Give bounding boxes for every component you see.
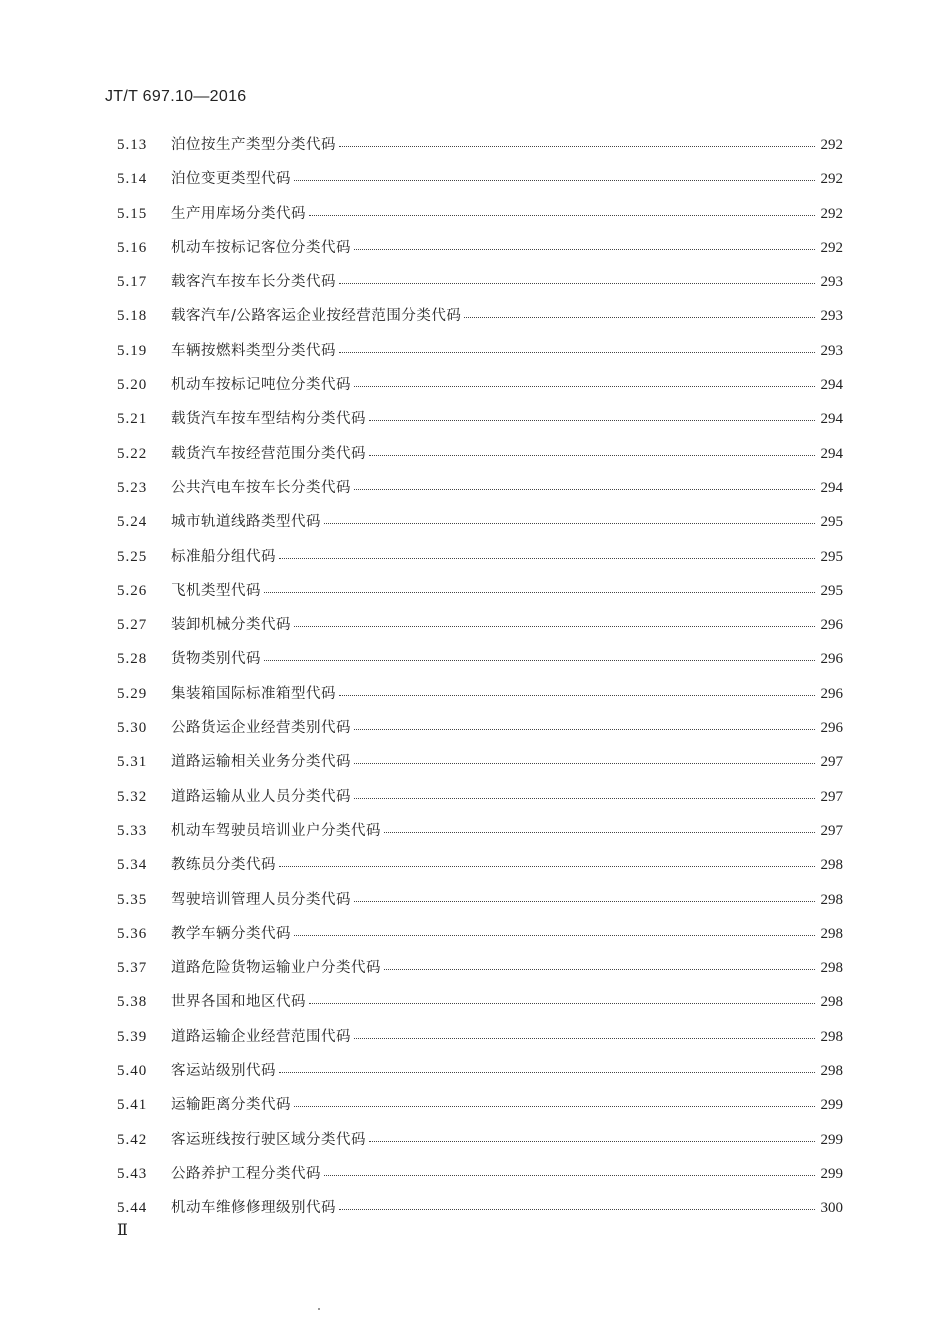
toc-entry-title: 载客汽车/公路客运企业按经营范围分类代码 <box>171 308 462 325</box>
toc-entry[interactable] <box>117 985 843 1019</box>
toc-entry[interactable] <box>117 334 843 368</box>
toc-entry-page: 299 <box>820 1097 843 1114</box>
toc-entry[interactable] <box>117 642 843 676</box>
toc-entry-title: 载货汽车按经营范围分类代码 <box>171 445 366 462</box>
toc-dot-leader <box>279 1071 815 1073</box>
toc-entry-title: 泊位变更类型代码 <box>171 171 291 188</box>
toc-dot-leader <box>339 282 815 284</box>
toc-entry-title: 机动车驾驶员培训业户分类代码 <box>171 822 381 839</box>
toc-entry-number: 5.29 <box>117 685 148 702</box>
toc-entry[interactable] <box>117 745 843 779</box>
toc-entry[interactable] <box>117 299 843 333</box>
toc-entry-page: 298 <box>820 891 843 908</box>
toc-dot-leader <box>354 248 815 250</box>
toc-entry-number: 5.36 <box>117 925 148 942</box>
toc-entry[interactable] <box>117 402 843 436</box>
toc-entry[interactable] <box>117 711 843 745</box>
toc-entry-page: 296 <box>820 720 843 737</box>
toc-entry-page: 292 <box>820 171 843 188</box>
scan-speck <box>318 1308 320 1310</box>
toc-dot-leader <box>309 1002 815 1004</box>
toc-entry[interactable] <box>117 1020 843 1054</box>
toc-entry-number: 5.34 <box>117 857 148 874</box>
toc-entry-number: 5.43 <box>117 1165 148 1182</box>
toc-entry-title: 驾驶培训管理人员分类代码 <box>171 891 351 908</box>
toc-entry[interactable] <box>117 1157 843 1191</box>
toc-entry-page: 299 <box>820 1165 843 1182</box>
toc-entry-page: 292 <box>820 137 843 153</box>
toc-entry-title: 货物类别代码 <box>171 651 261 668</box>
toc-dot-leader <box>354 797 815 799</box>
toc-entry-page: 297 <box>820 788 843 805</box>
toc-entry-number: 5.32 <box>117 788 148 805</box>
toc-entry-number: 5.24 <box>117 514 148 531</box>
toc-entry-number: 5.28 <box>117 651 148 668</box>
toc-entry-title: 机动车按标记吨位分类代码 <box>171 377 351 394</box>
toc-dot-leader <box>384 831 815 833</box>
toc-entry-number: 5.18 <box>117 308 148 325</box>
standard-code-header: JT/T 697.10—2016 <box>105 88 247 105</box>
toc-entry-title: 教学车辆分类代码 <box>171 925 291 942</box>
toc-entry[interactable] <box>117 471 843 505</box>
toc-entry-page: 294 <box>820 377 843 394</box>
toc-entry-page: 298 <box>820 1028 843 1045</box>
toc-entry-title: 公共汽电车按车长分类代码 <box>171 479 351 496</box>
toc-entry-page: 299 <box>820 1131 843 1148</box>
toc-entry-number: 5.23 <box>117 479 148 496</box>
toc-dot-leader <box>369 1140 815 1142</box>
toc-entry-number: 5.21 <box>117 411 148 428</box>
toc-entry-page: 294 <box>820 411 843 428</box>
toc-entry-title: 车辆按燃料类型分类代码 <box>171 342 336 359</box>
toc-entry[interactable] <box>117 677 843 711</box>
toc-entry-title: 标准船分组代码 <box>171 548 276 565</box>
toc-entry-number: 5.39 <box>117 1028 148 1045</box>
toc-entry[interactable] <box>117 1054 843 1088</box>
toc-entry[interactable] <box>117 231 843 265</box>
toc-entry[interactable] <box>117 368 843 402</box>
toc-entry-number: 5.14 <box>117 171 148 188</box>
toc-entry-number: 5.26 <box>117 582 148 599</box>
toc-dot-leader <box>369 454 815 456</box>
toc-entry-page: 293 <box>820 274 843 291</box>
toc-entry-title: 生产用库场分类代码 <box>171 205 306 222</box>
toc-entry-number: 5.38 <box>117 994 148 1011</box>
toc-dot-leader <box>264 659 815 661</box>
toc-entry-title: 载货汽车按车型结构分类代码 <box>171 411 366 428</box>
toc-dot-leader <box>339 145 815 147</box>
toc-entry-number: 5.30 <box>117 720 148 737</box>
table-of-contents <box>117 128 843 1226</box>
toc-entry-title: 道路运输从业人员分类代码 <box>171 788 351 805</box>
toc-entry[interactable] <box>117 917 843 951</box>
toc-dot-leader <box>354 900 815 902</box>
toc-entry-page: 296 <box>820 651 843 668</box>
toc-dot-leader <box>354 762 815 764</box>
toc-entry-page: 298 <box>820 1063 843 1080</box>
toc-entry-number: 5.13 <box>117 137 148 153</box>
toc-entry-number: 5.27 <box>117 617 148 634</box>
toc-entry-page: 296 <box>820 685 843 702</box>
toc-entry[interactable] <box>117 848 843 882</box>
toc-entry-page: 295 <box>820 548 843 565</box>
toc-entry[interactable] <box>117 883 843 917</box>
toc-entry-title: 道路危险货物运输业户分类代码 <box>171 960 381 977</box>
toc-entry[interactable] <box>117 814 843 848</box>
toc-entry-page: 293 <box>820 342 843 359</box>
toc-entry-page: 297 <box>820 754 843 771</box>
toc-entry-title: 公路货运企业经营类别代码 <box>171 720 351 737</box>
toc-entry-page: 298 <box>820 960 843 977</box>
toc-dot-leader <box>294 179 815 181</box>
toc-entry-number: 5.35 <box>117 891 148 908</box>
toc-dot-leader <box>354 1037 815 1039</box>
toc-dot-leader <box>384 968 815 970</box>
toc-dot-leader <box>354 488 815 490</box>
toc-entry-page: 296 <box>820 617 843 634</box>
toc-entry-number: 5.22 <box>117 445 148 462</box>
toc-entry-title: 道路运输企业经营范围代码 <box>171 1028 351 1045</box>
toc-entry-title: 道路运输相关业务分类代码 <box>171 754 351 771</box>
toc-dot-leader <box>339 694 815 696</box>
toc-entry-page: 294 <box>820 479 843 496</box>
toc-dot-leader <box>264 591 815 593</box>
toc-dot-leader <box>354 385 815 387</box>
toc-entry-title: 客运班线按行驶区域分类代码 <box>171 1131 366 1148</box>
toc-entry-page: 295 <box>820 514 843 531</box>
toc-entry-number: 5.40 <box>117 1063 148 1080</box>
toc-entry-page: 300 <box>820 1200 843 1217</box>
toc-entry-page: 298 <box>820 994 843 1011</box>
toc-entry[interactable] <box>117 1191 843 1225</box>
toc-dot-leader <box>324 522 815 524</box>
toc-dot-leader <box>324 1174 815 1176</box>
toc-entry-title: 飞机类型代码 <box>171 582 261 599</box>
toc-entry-number: 5.16 <box>117 239 148 256</box>
toc-entry-number: 5.37 <box>117 960 148 977</box>
toc-dot-leader <box>279 557 815 559</box>
toc-entry[interactable] <box>117 128 843 162</box>
toc-dot-leader <box>339 351 815 353</box>
toc-entry-title: 客运站级别代码 <box>171 1063 276 1080</box>
toc-entry-number: 5.15 <box>117 205 148 222</box>
toc-entry[interactable] <box>117 1123 843 1157</box>
toc-entry-number: 5.33 <box>117 822 148 839</box>
toc-entry[interactable] <box>117 265 843 299</box>
toc-entry-number: 5.17 <box>117 274 148 291</box>
toc-entry-title: 公路养护工程分类代码 <box>171 1165 321 1182</box>
toc-dot-leader <box>294 1105 815 1107</box>
toc-entry[interactable] <box>117 574 843 608</box>
toc-entry[interactable] <box>117 780 843 814</box>
toc-dot-leader <box>294 625 815 627</box>
toc-entry-title: 教练员分类代码 <box>171 857 276 874</box>
toc-entry-page: 292 <box>820 205 843 222</box>
toc-entry[interactable] <box>117 197 843 231</box>
toc-entry-title: 载客汽车按车长分类代码 <box>171 274 336 291</box>
toc-entry[interactable] <box>117 608 843 642</box>
toc-entry-title: 泊位按生产类型分类代码 <box>171 137 336 153</box>
toc-entry-page: 292 <box>820 239 843 256</box>
toc-dot-leader <box>354 728 815 730</box>
toc-entry[interactable] <box>117 505 843 539</box>
toc-entry-title: 装卸机械分类代码 <box>171 617 291 634</box>
toc-entry-page: 294 <box>820 445 843 462</box>
toc-entry-title: 集装箱国际标准箱型代码 <box>171 685 336 702</box>
toc-dot-leader <box>339 1208 815 1210</box>
toc-dot-leader <box>309 214 815 216</box>
toc-entry-title: 城市轨道线路类型代码 <box>171 514 321 531</box>
toc-entry-title: 世界各国和地区代码 <box>171 994 306 1011</box>
toc-dot-leader <box>464 316 814 318</box>
toc-entry-page: 297 <box>820 822 843 839</box>
toc-entry-page: 298 <box>820 925 843 942</box>
toc-entry-page: 298 <box>820 857 843 874</box>
toc-entry[interactable] <box>117 540 843 574</box>
toc-entry-number: 5.42 <box>117 1131 148 1148</box>
toc-dot-leader <box>294 934 815 936</box>
toc-entry-number: 5.41 <box>117 1097 148 1114</box>
toc-entry-number: 5.20 <box>117 377 148 394</box>
toc-entry[interactable] <box>117 162 843 196</box>
toc-entry-number: 5.25 <box>117 548 148 565</box>
page-number: Ⅱ <box>117 1222 127 1239</box>
toc-entry-number: 5.19 <box>117 342 148 359</box>
toc-entry-page: 293 <box>820 308 843 325</box>
toc-dot-leader <box>369 419 815 421</box>
toc-entry-page: 295 <box>820 582 843 599</box>
toc-entry-title: 机动车维修修理级别代码 <box>171 1200 336 1217</box>
toc-entry-number: 5.44 <box>117 1200 148 1217</box>
toc-entry-number: 5.31 <box>117 754 148 771</box>
toc-entry[interactable] <box>117 1088 843 1122</box>
toc-entry-title: 运输距离分类代码 <box>171 1097 291 1114</box>
toc-entry[interactable] <box>117 951 843 985</box>
toc-dot-leader <box>279 865 815 867</box>
toc-entry[interactable] <box>117 437 843 471</box>
toc-entry-title: 机动车按标记客位分类代码 <box>171 239 351 256</box>
